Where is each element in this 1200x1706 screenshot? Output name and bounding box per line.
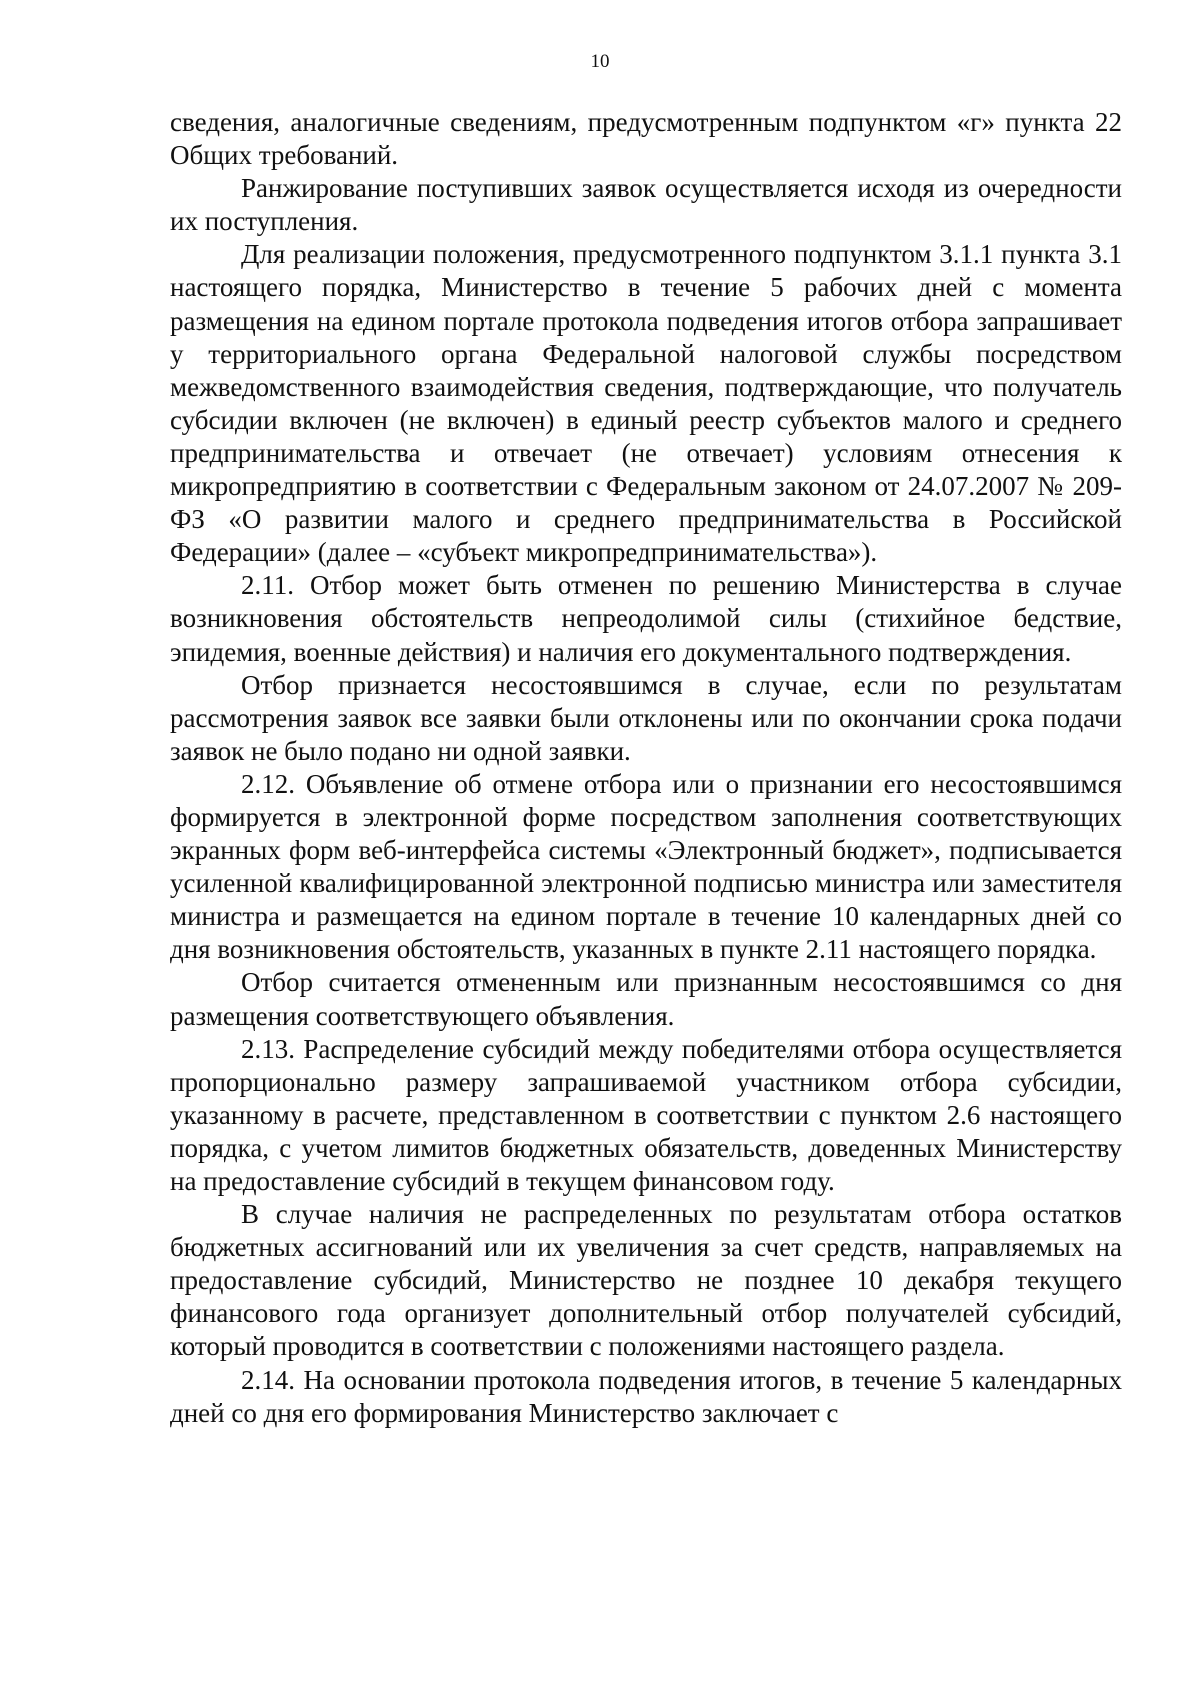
paragraph: Отбор признается несостоявшимся в случае, если по результатам рассмотрения заявок все заявки были отклонены или по окончании срока подачи заявок не было подано ни одной заявки. [170,669,1122,766]
paragraph: В случае наличия не распределенных по результатам отбора остатков бюджетных ассигнований или их увеличения за счет средств, направляемых на предоставление субсидий, Министерство не позднее 10 декабря текущего финансового года организует дополнительный отбор получателей субсидий, который проводится в соответствии с положениями настоящего раздела. [170,1199,1122,1362]
document-body [170,106,1122,1430]
paragraph: 2.12. Объявление об отмене отбора или о признании его несостоявшимся формируется в электронной форме посредством заполнения соответствующих экранных форм веб-интерфейса системы «Электронный бюджет», подписывается усиленной квалифицированной электронной подписью министра или заместителя министра и размещается на едином портале в течение 10 календарных дней со дня возникновения обстоятельств, указанных в пункте 2.11 настоящего порядка. [170,768,1122,965]
paragraph: Ранжирование поступивших заявок осуществляется исходя из очередности их поступления. [170,173,1122,237]
paragraph: сведения, аналогичные сведениям, предусмотренным подпунктом «г» пункта 22 Общих требований. [170,107,1122,171]
paragraph: 2.14. На основании протокола подведения итогов, в течение 5 календарных дней со дня его формирования Министерство заключает с [170,1364,1122,1428]
page-number: 10 [590,51,610,72]
paragraph: 2.11. Отбор может быть отменен по решению Министерства в случае возникновения обстоятельств непреодолимой силы (стихийное бедствие, эпидемия, военные действия) и наличия его документального подтверждения. [170,570,1122,667]
paragraph: Для реализации положения, предусмотренного подпунктом 3.1.1 пункта 3.1 настоящего порядка, Министерство в течение 5 рабочих дней с момента размещения на едином портале протокола подведения итогов отбора запрашивает у территориального органа Федеральной налоговой службы посредством межведомственного взаимодействия сведения, подтверждающие, что получатель субсидии включен (не включен) в единый реестр субъектов малого и среднего предпринимательства и отвечает (не отвечает) условиям отнесения к микропредприятию в соответствии с Федеральным законом от 24.07.2007 № 209-ФЗ «О развитии малого и среднего предпринимательства в Российской Федерации» (далее – «субъект микропредпринимательства»). [170,239,1122,568]
paragraph: 2.13. Распределение субсидий между победителями отбора осуществляется пропорционально размеру запрашиваемой участником отбора субсидии, указанному в расчете, представленном в соответствии с пунктом 2.6 настоящего порядка, с учетом лимитов бюджетных обязательств, доведенных Министерству на предоставление субсидий в текущем финансовом году. [170,1033,1122,1196]
paragraph: Отбор считается отмененным или признанным несостоявшимся со дня размещения соответствующего объявления. [170,967,1122,1031]
